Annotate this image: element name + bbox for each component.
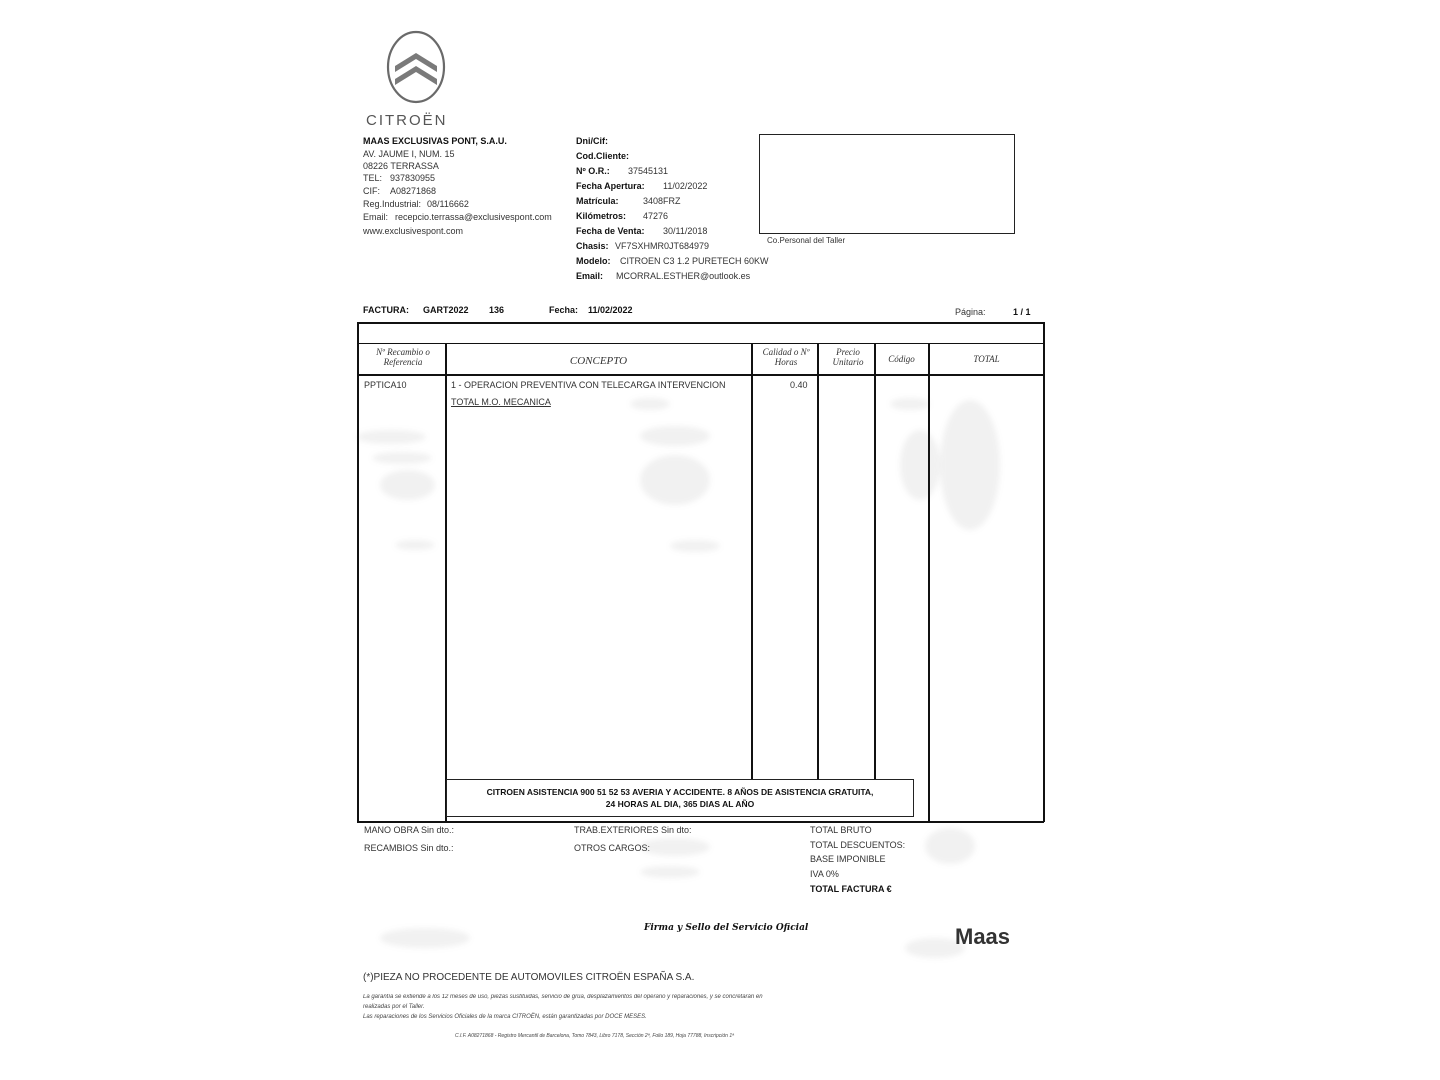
company-reg-label: Reg.Industrial: (363, 199, 422, 209)
km-value: 47276 (643, 211, 669, 221)
col-header-price: Precio Unitario (832, 347, 864, 367)
maas-stamp: Maas (955, 924, 1011, 949)
recambios-label: RECAMBIOS Sin dto.: (364, 843, 454, 853)
client-address-box (759, 134, 1015, 234)
or-label: Nº O.R.: (576, 166, 610, 176)
col-header-codigo: Código (888, 354, 915, 364)
col-header-ref: Nº Recambio o Referencia (376, 347, 430, 367)
pagina-label: Página: (955, 307, 986, 317)
matricula-value: 3408FRZ (643, 196, 681, 206)
assistance-box (446, 779, 914, 817)
mano-obra-label: MANO OBRA Sin dto.: (364, 825, 455, 835)
pagina-value: 1 / 1 (1013, 307, 1031, 317)
factura-number: 136 (489, 305, 505, 315)
company-tel-label: TEL: (363, 173, 383, 183)
dni-label: Dni/Cif: (576, 136, 608, 146)
cod-cliente-label: Cod.Cliente: (576, 151, 629, 161)
venta-value: 30/11/2018 (663, 226, 708, 236)
box-caption: Co.Personal del Taller (767, 236, 846, 245)
iva-label: IVA 0% (810, 869, 839, 879)
registry-line: C.I.F. A08271868 - Registro Mercantil de Barcelona, Tomo 7843, Libro 7178, Sección 2ª, Folio 189, Hoja 77788, Inscripción 1ª (455, 1033, 734, 1039)
company-name: MAAS EXCLUSIVAS PONT, S.A.U. (363, 136, 507, 146)
total-bruto-label: TOTAL BRUTO (810, 825, 872, 835)
venta-label: Fecha de Venta: (576, 226, 645, 236)
apertura-value: 11/02/2022 (663, 181, 708, 191)
modelo-value: CITROEN C3 1.2 PURETECH 60KW (620, 256, 769, 266)
citroen-logo (386, 30, 446, 105)
company-reg: 08/116662 (427, 199, 469, 209)
factura-series: GART2022 (423, 305, 469, 315)
total-factura-label: TOTAL FACTURA € (810, 884, 892, 894)
trab-ext-label: TRAB.EXTERIORES Sin dto: (574, 825, 692, 835)
or-value: 37545131 (628, 166, 669, 176)
modelo-label: Modelo: (576, 256, 611, 266)
company-cif-label: CIF: (363, 186, 380, 196)
citroen-chevrons-icon (386, 30, 446, 105)
row-ref: PPTICA10 (364, 380, 407, 390)
client-email-value: MCORRAL.ESTHER@outlook.es (616, 271, 751, 281)
company-tel: 937830955 (390, 173, 436, 183)
company-email-label: Email: (363, 212, 389, 222)
fecha-value: 11/02/2022 (588, 305, 633, 315)
col-header-qty: Calidad o Nº Horas (762, 347, 810, 367)
fine-print-2: realizadas por el Taller. (363, 1004, 425, 1010)
col-header-concepto: CONCEPTO (569, 355, 628, 367)
company-address: AV. JAUME I, NUM. 15 (363, 149, 455, 159)
fine-print-3: Las reparaciones de los Servicios Oficiales de la marca CITROËN, están garantizadas por DOCE MESES. (363, 1014, 647, 1020)
company-email: recepcio.terrassa@exclusivespont.com (395, 212, 552, 222)
row-concepto: 1 - OPERACION PREVENTIVA CON TELECARGA INTERVENCION (451, 380, 726, 390)
fine-print-1: La garantía se extiende a los 12 meses de uso, piezas sustituidas, servicio de grúa, desplazamientos del operario y reparaciones, y se concretarán en (363, 994, 763, 1000)
assistance-line-2: 24 HORAS AL DIA, 365 DIAS AL AÑO (605, 798, 755, 809)
assistance-line-1: CITROEN ASISTENCIA 900 51 52 53 AVERIA Y ACCIDENTE. 8 AÑOS DE ASISTENCIA GRATUITA, (486, 787, 874, 797)
matricula-label: Matrícula: (576, 196, 619, 206)
chasis-value: VF7SXHMR0JT684979 (615, 241, 710, 251)
base-imponible-label: BASE IMPONIBLE (810, 854, 886, 864)
disclaimer: (*)PIEZA NO PROCEDENTE DE AUTOMOVILES CITROËN ESPAÑA S.A. (363, 972, 695, 983)
row-qty: 0.40 (790, 380, 808, 390)
company-cif: A08271868 (390, 186, 437, 196)
subtotal-label: TOTAL M.O. MECANICA (451, 397, 551, 407)
company-city: 08226 TERRASSA (363, 161, 439, 171)
fecha-label: Fecha: (549, 305, 579, 315)
brand-name: CITROËN (366, 112, 448, 129)
total-descuentos-label: TOTAL DESCUENTOS: (810, 840, 906, 850)
factura-label: FACTURA: (363, 305, 409, 315)
apertura-label: Fecha Apertura: (576, 181, 645, 191)
km-label: Kilómetros: (576, 211, 627, 221)
client-email-label: Email: (576, 271, 604, 281)
chasis-label: Chasis: (576, 241, 609, 251)
company-web: www.exclusivespont.com (363, 226, 464, 236)
signature-label: Firma y Sello del Servicio Oficial (644, 923, 809, 933)
otros-cargos-label: OTROS CARGOS: (574, 843, 651, 853)
col-header-total: TOTAL (973, 354, 1000, 364)
